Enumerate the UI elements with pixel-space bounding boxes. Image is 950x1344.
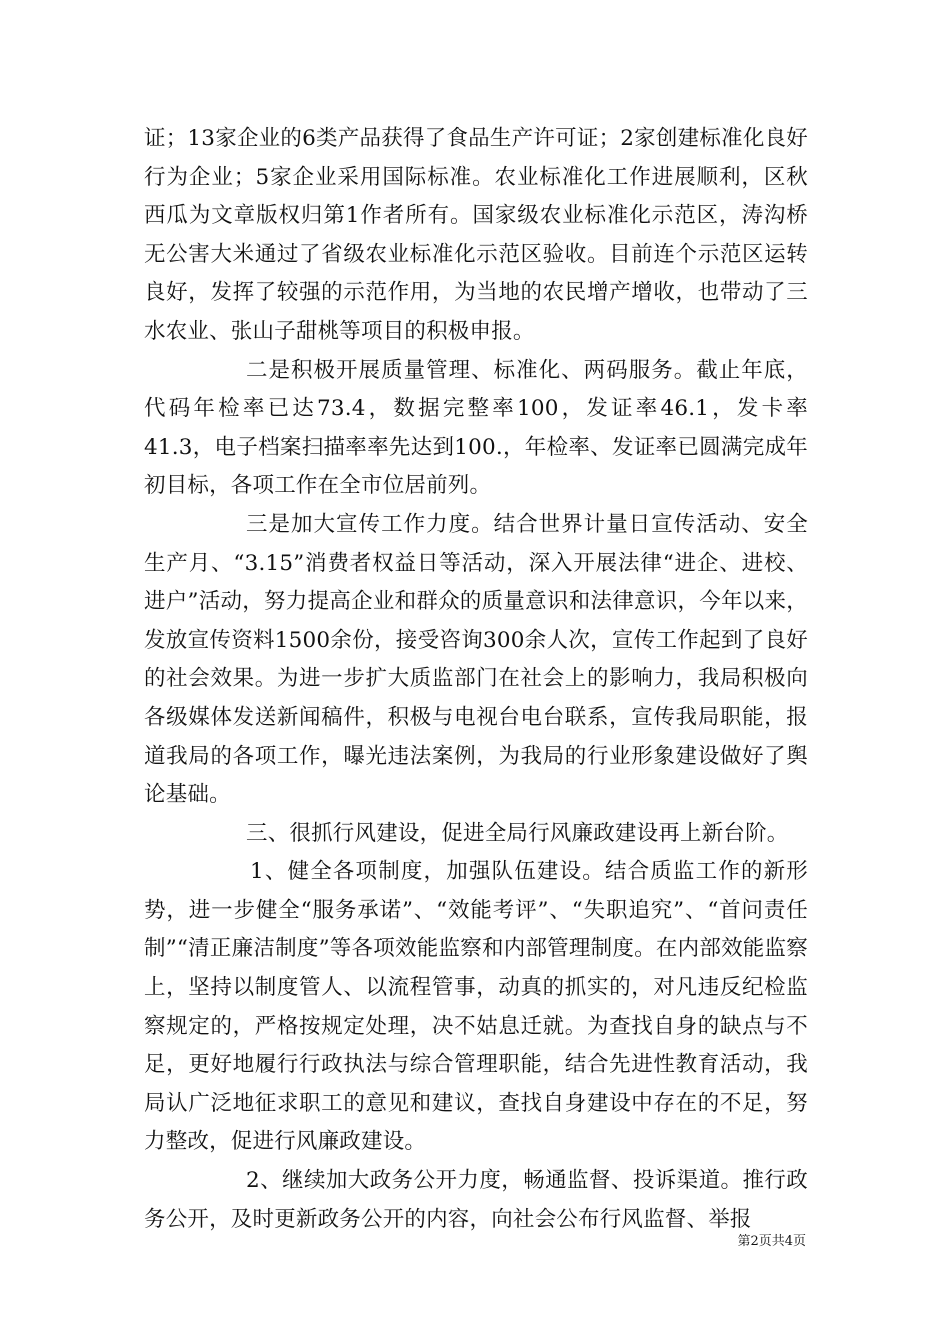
paragraph-rules-team: 1、健全各项制度，加强队伍建设。结合质监工作的新形势，进一步健全“服务承诺”、“效能考评”、“失职追究”、“首问责任制”“清正廉洁制度”等各项效能监察和内部管理制度。在内部效能监察上，坚持以制度管人、以流程管事，动真的抓实的，对凡违反纪检监察规定的，严格按规定处理，决不姑息迁就。为查找自身的缺点与不足，更好地履行行政执法与综合管理职能，结合先进性教育活动，我局认广泛地征求职工的意见和建议，查找自身建设中存在的不足，努力整改，促进行风廉政建设。 — [144, 859, 808, 1155]
paragraph-quality-management: 二是积极开展质量管理、标准化、两码服务。截止年底，代码年检率已达73.4，数据完整率100，发证率46.1，发卡率41.3，电子档案扫描率率先达到100.，年检率、发证率已圆满完成年初目标，各项工作在全市位居前列。 — [144, 357, 808, 499]
paragraph-transparency: 2、继续加大政务公开力度，畅通监督、投诉渠道。推行政务公开，及时更新政务公开的内容，向社会公布行风监督、举报 — [144, 1168, 808, 1232]
paragraph-continuation: 证；13家企业的6类产品获得了食品生产许可证；2家创建标准化良好行为企业；5家企业采用国际标准。农业标准化工作进展顺利，区秋西瓜为文章版权归第1作者所有。国家级农业标准化示范区，涛沟桥无公害大米通过了省级农业标准化示范区验收。目前连个示范区运转良好，发挥了较强的示范作用，为当地的农民增产增收，也带动了三水农业、张山子甜桃等项目的积极申报。 — [144, 126, 808, 344]
document-body — [144, 120, 808, 1239]
page-number-footer: 第2页共4页 — [737, 1234, 806, 1249]
section-heading-conduct: 三、很抓行风建设，促进全局行风廉政建设再上新台阶。 — [246, 820, 789, 846]
paragraph-publicity: 三是加大宣传工作力度。结合世界计量日宣传活动、安全生产月、“3.15”消费者权益日等活动，深入开展法律“进企、进校、进户”活动，努力提高企业和群众的质量意识和法律意识，今年以来，发放宣传资料1500余份，接受咨询300余人次，宣传工作起到了良好的社会效果。为进一步扩大质监部门在社会上的影响力，我局积极向各级媒体发送新闻稿件，积极与电视台电台联系，宣传我局职能，报道我局的各项工作，曝光违法案例，为我局的行业形象建设做好了舆论基础。 — [144, 511, 808, 808]
